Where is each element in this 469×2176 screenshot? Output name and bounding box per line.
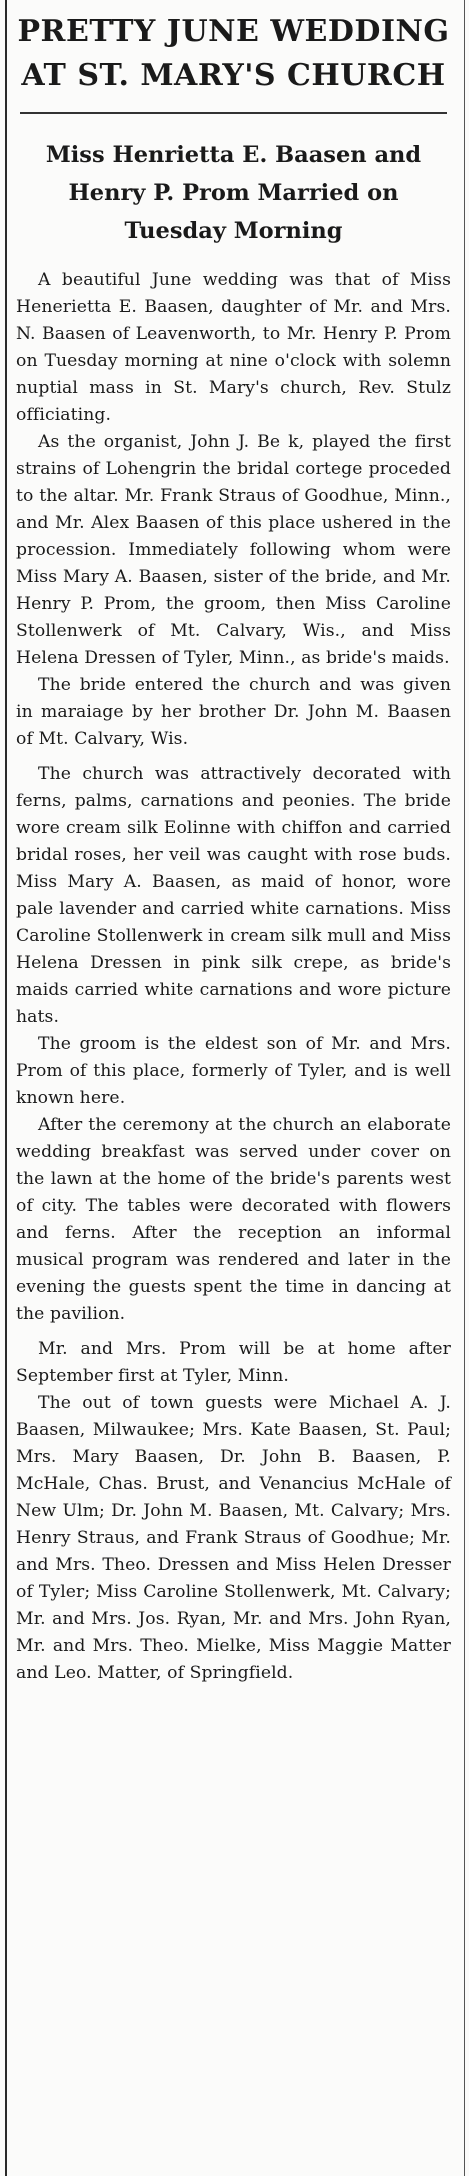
paragraph-procession: As the organist, John J. Be k, played the first strains of Lohengrin the bridal cortege proceded to the altar. Mr. Frank Straus of Goodhue, Minn., and Mr. Alex Baasen of this place ushered in the procession. Immediately following whom were Miss Mary A. Baasen, sister of the bride, and Mr. Henry P. Prom, the groom, then Miss Caroline Stollenwerk of Mt. Calvary, Wis., and Miss Helena Dressen of Tyler, Minn., as bride's maids. (16, 432, 451, 668)
paragraph-bride-entrance: The bride entered the church and was given in maraiage by her brother Dr. John M. Baasen of Mt. Calvary, Wis. (16, 675, 451, 749)
paragraph-intro: A beautiful June wedding was that of Miss Henerietta E. Baasen, daughter of Mr. and Mrs. N. Baasen of Leavenworth, to Mr. Henry P. Prom on Tuesday morning at nine o'clock with solemn nuptial mass in St. Mary's church, Rev. Stulz officiating. (16, 270, 451, 425)
paragraph-groom: The groom is the eldest son of Mr. and Mrs. Prom of this place, formerly of Tyler, and is well known here. (16, 1034, 451, 1108)
headline-divider (20, 112, 447, 114)
article-body (16, 267, 451, 1687)
subheadline: Miss Henrietta E. Baasen and Henry P. Prom Married on Tuesday Morning (45, 142, 422, 244)
headline: PRETTY JUNE WEDDING AT ST. MARY'S CHURCH (17, 14, 450, 93)
paragraph-reception: After the ceremony at the church an elaborate wedding breakfast was served under cover on the lawn at the home of the bride's parents west of city. The tables were decorated with flowers and ferns. After the reception an informal musical program was rendered and later in the evening the guests spent the time in dancing at the pavilion. (16, 1115, 451, 1324)
paragraph-home: Mr. and Mrs. Prom will be at home after September first at Tyler, Minn. (16, 1339, 451, 1386)
paragraph-decorations: The church was attractively decorated with ferns, palms, carnations and peonies. The bride wore cream silk Eolinne with chiffon and carried bridal roses, her veil was caught with rose buds. Miss Mary A. Baasen, as maid of honor, wore pale lavender and carried white carnations. Miss Caroline Stollenwerk in cream silk mull and Miss Helena Dressen in pink silk crepe, as bride's maids carried white carnations and wore picture hats. (16, 764, 451, 1027)
paragraph-guests: The out of town guests were Michael A. J. Baasen, Milwaukee; Mrs. Kate Baasen, St. Paul; Mrs. Mary Baasen, Dr. John B. Baasen, P. McHale, Chas. Brust, and Venancius McHale of New Ulm; Dr. John M. Baasen, Mt. Calvary; Mrs. Henry Straus, and Frank Straus of Goodhue; Mr. and Mrs. Theo. Dressen and Miss Helen Dresser of Tyler; Miss Caroline Stollenwerk, Mt. Calvary; Mr. and Mrs. Jos. Ryan, Mr. and Mrs. John Ryan, Mr. and Mrs. Theo. Mielke, Miss Maggie Matter and Leo. Matter, of Springfield. (16, 1393, 451, 1683)
column-rule-right (464, 0, 465, 2176)
column-rule-left (5, 0, 7, 2176)
